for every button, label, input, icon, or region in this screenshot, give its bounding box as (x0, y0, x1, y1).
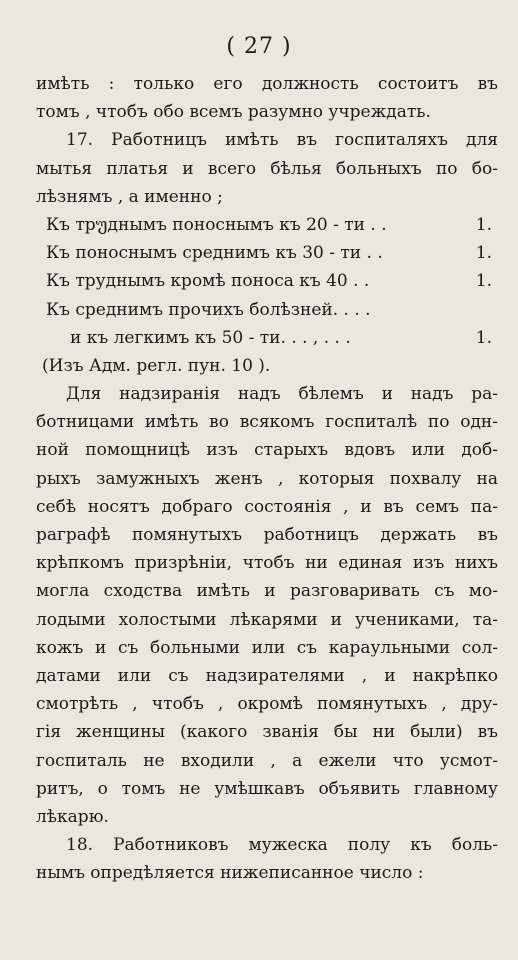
text-line: лѣзнямъ , а именно ; (36, 186, 223, 207)
text-line: могла сходства имѣть и разговаривать съ мо- (36, 581, 498, 602)
page-number: ( 27 ) (226, 34, 292, 59)
list-item-count (492, 296, 498, 324)
text-line: госпиталь не входили , а ежели что усмот- (36, 750, 498, 771)
list-item (36, 267, 498, 295)
list-item-text: Къ поноснымъ среднимъ къ 30 - ти . . (46, 243, 383, 264)
text-line: ботницами имѣть во всякомъ госпиталѣ по одн- (36, 412, 498, 433)
list-item-count: 1. (475, 214, 492, 235)
text-line: лодыми холостыми лѣкарями и учениками, та- (36, 609, 498, 630)
list-item (36, 211, 498, 239)
list-item (36, 239, 498, 267)
text-line: мытья платья и всего бѣлья больныхъ по бо- (36, 158, 498, 179)
list-item-text: Къ трუднымъ поноснымъ къ 20 - ти . . (46, 214, 387, 235)
text-line: Для надзиранія надъ бѣлемъ и надъ ра- (66, 384, 498, 405)
text-line: себѣ носятъ добраго состоянія , и въ семъ па- (36, 496, 498, 517)
text-line: смотрѣть , чтобъ , окромѣ помянутыхъ , дру- (36, 694, 498, 715)
text-line: рыхъ замужныхъ женъ , которыя похвалу на (36, 468, 498, 489)
text-line: крѣпкомъ призрѣніи, чтобъ ни единая изъ нихъ (36, 553, 498, 574)
list-item (36, 324, 498, 352)
text-line: 18. Работниковъ мужеска полу къ боль- (66, 835, 498, 856)
list-item-text: и къ легкимъ къ 50 - ти. . . , . . . (70, 327, 351, 348)
regulation-reference: (Изъ Адм. регл. пун. 10 ). (42, 355, 271, 376)
text-line: датами или съ надзирателями , и накрѣпко (36, 665, 498, 686)
text-line: томъ , чтобъ обо всемъ разумно учреждать. (36, 102, 431, 123)
text-line: раграфѣ помянутыхъ работницъ держать въ (36, 525, 498, 545)
list-item-count: 1. (475, 327, 492, 348)
text-line: гія женщины (какого званія бы ни были) въ (36, 722, 498, 743)
text-line: ной помощницѣ изъ старыхъ вдовъ или доб- (36, 440, 498, 461)
hospital-worker-list (36, 211, 498, 380)
list-item-text: Къ труднымъ кромѣ поноса къ 40 . . (46, 271, 370, 292)
text-line: кожъ и съ больными или съ караульными сол- (36, 637, 498, 658)
list-item-count: 1. (475, 271, 492, 292)
text-line: нымъ опредѣляется нижеписанное число : (36, 863, 424, 884)
text-line: лѣкарю. (36, 806, 109, 827)
text-line: 17. Работницъ имѣть въ госпиталяхъ для (66, 130, 498, 151)
list-item-text: Къ среднимъ прочихъ болѣзней. . . . (46, 299, 371, 320)
list-item (36, 296, 498, 324)
page-text (36, 70, 498, 887)
text-line: ритъ, о томъ не умѣшкавъ объявить главному (36, 778, 498, 799)
text-line: имѣть : только его должность состоитъ въ (36, 74, 498, 94)
list-item-count: 1. (475, 243, 492, 264)
